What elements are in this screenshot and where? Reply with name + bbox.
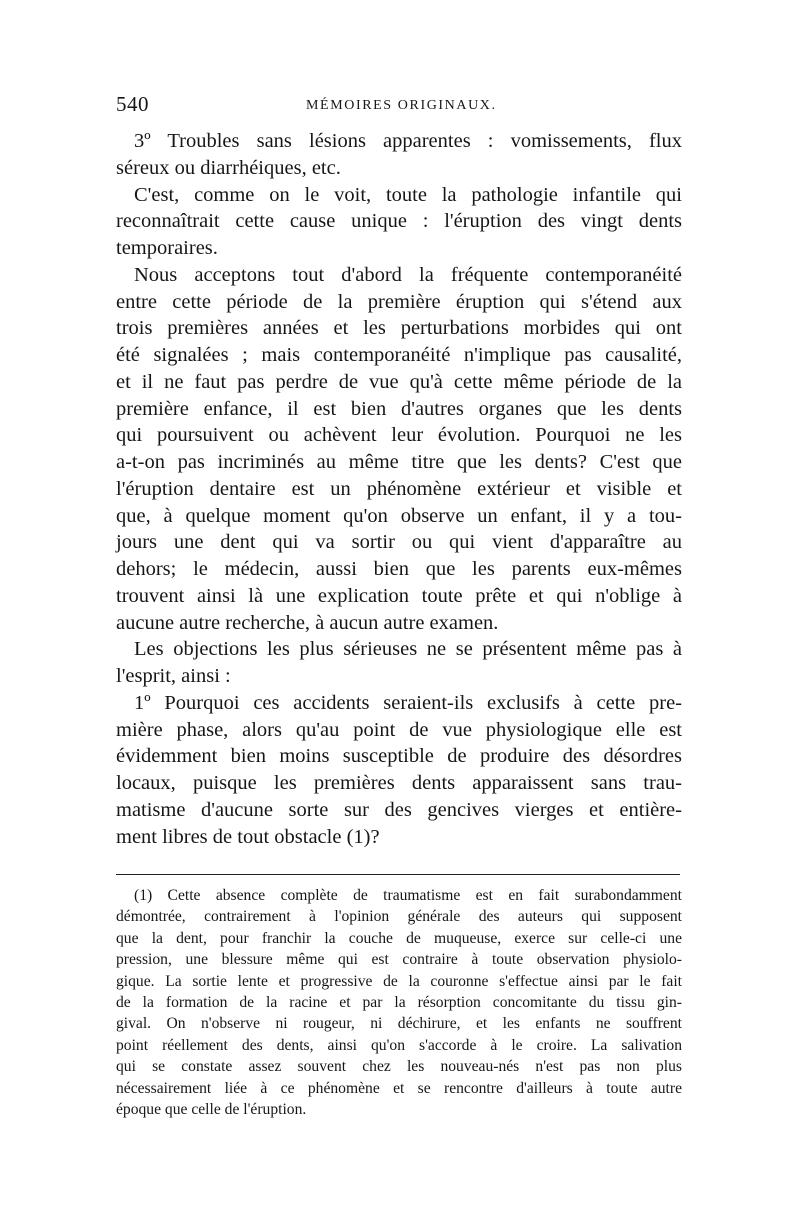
text-line: mière phase, alors qu'au point de vue physiologique elle est: [116, 718, 682, 741]
text-line: évidemment bien moins susceptible de produire des désordres: [116, 745, 682, 768]
footnote: [116, 885, 682, 1120]
text-line: première enfance, il est bien d'autres organes que les dents: [116, 397, 682, 420]
footnote-line: gival. On n'observe ni rougeur, ni déchirure, et les enfants ne souffrent: [116, 1015, 682, 1033]
text-line: que, à quelque moment qu'on observe un enfant, il y a tou-: [116, 504, 682, 527]
text-line: locaux, puisque les premières dents apparaissent sans trau-: [116, 772, 682, 794]
text-line: et il ne faut pas perdre de vue qu'à cette même période de la: [116, 370, 682, 393]
text-line: aucune autre recherche, à aucun autre examen.: [116, 611, 499, 634]
text-line: 3º Troubles sans lésions apparentes : vomissements, flux: [134, 130, 682, 152]
text-line: temporaires.: [116, 237, 218, 259]
text-line: jours une dent qui va sortir ou qui vient d'apparaître au: [116, 531, 682, 554]
text-line: séreux ou diarrhéiques, etc.: [116, 156, 341, 179]
text-line: trouvent ainsi là une explication toute prête et qui n'oblige à: [116, 584, 682, 607]
footnote-line: que la dent, pour franchir la couche de muqueuse, exerce sur celle-ci une: [116, 929, 682, 947]
text-line: l'esprit, ainsi :: [116, 665, 231, 687]
text-line: matisme d'aucune sorte sur des gencives vierges et entière-: [116, 798, 682, 821]
body-text: [116, 128, 682, 850]
text-line: trois premières années et les perturbations morbides qui ont: [116, 317, 682, 340]
footnote-line: démontrée, contrairement à l'opinion générale des auteurs qui supposent: [116, 908, 682, 926]
footnote-line: gique. La sortie lente et progressive de la couronne s'effectue ainsi par le fait: [116, 972, 682, 990]
text-line: Nous acceptons tout d'abord la fréquente contemporanéité: [134, 263, 682, 286]
footnote-line: pression, une blessure même qui est contraire à toute observation physiolo-: [116, 951, 682, 969]
text-line: entre cette période de la première éruption qui s'étend aux: [116, 290, 682, 313]
text-line: ment libres de tout obstacle (1)?: [116, 825, 380, 848]
text-line: a-t-on pas incriminés au même titre que les dents? C'est que: [116, 451, 682, 473]
running-head: [116, 92, 682, 122]
text-line: qui poursuivent ou achèvent leur évolution. Pourquoi ne les: [116, 424, 682, 447]
running-title: MÉMOIRES ORIGINAUX.: [306, 98, 497, 113]
footnote-line: de la formation de la racine et par la résorption concomitante du tissu gin-: [116, 993, 682, 1011]
footnote-line: (1) Cette absence complète de traumatisme est en fait surabondamment: [134, 887, 682, 904]
page-number: 540: [116, 92, 149, 116]
text-line: dehors; le médecin, aussi bien que les parents eux-mêmes: [116, 558, 682, 580]
footnote-line: point réellement des dents, ainsi qu'on s'accorde à le croire. La salivation: [116, 1036, 682, 1054]
text-line: Les objections les plus sérieuses ne se présentent même pas à: [134, 638, 682, 661]
text-line: C'est, comme on le voit, toute la pathologie infantile qui: [134, 183, 682, 206]
text-line: l'éruption dentaire est un phénomène extérieur et visible et: [116, 477, 682, 500]
text-line: été signalées ; mais contemporanéité n'implique pas causalité,: [116, 344, 682, 366]
footnote-divider: [116, 874, 680, 875]
text-line: 1º Pourquoi ces accidents seraient-ils exclusifs à cette pre-: [134, 691, 682, 714]
footnote-line: nécessairement liée à ce phénomène et se rencontre d'ailleurs à toute autre: [116, 1079, 682, 1097]
text-line: reconnaîtrait cette cause unique : l'éruption des vingt dents: [116, 210, 682, 233]
footnote-line: qui se constate assez souvent chez les nouveau-nés n'est pas non plus: [116, 1058, 682, 1076]
footnote-line: époque que celle de l'éruption.: [116, 1100, 307, 1118]
